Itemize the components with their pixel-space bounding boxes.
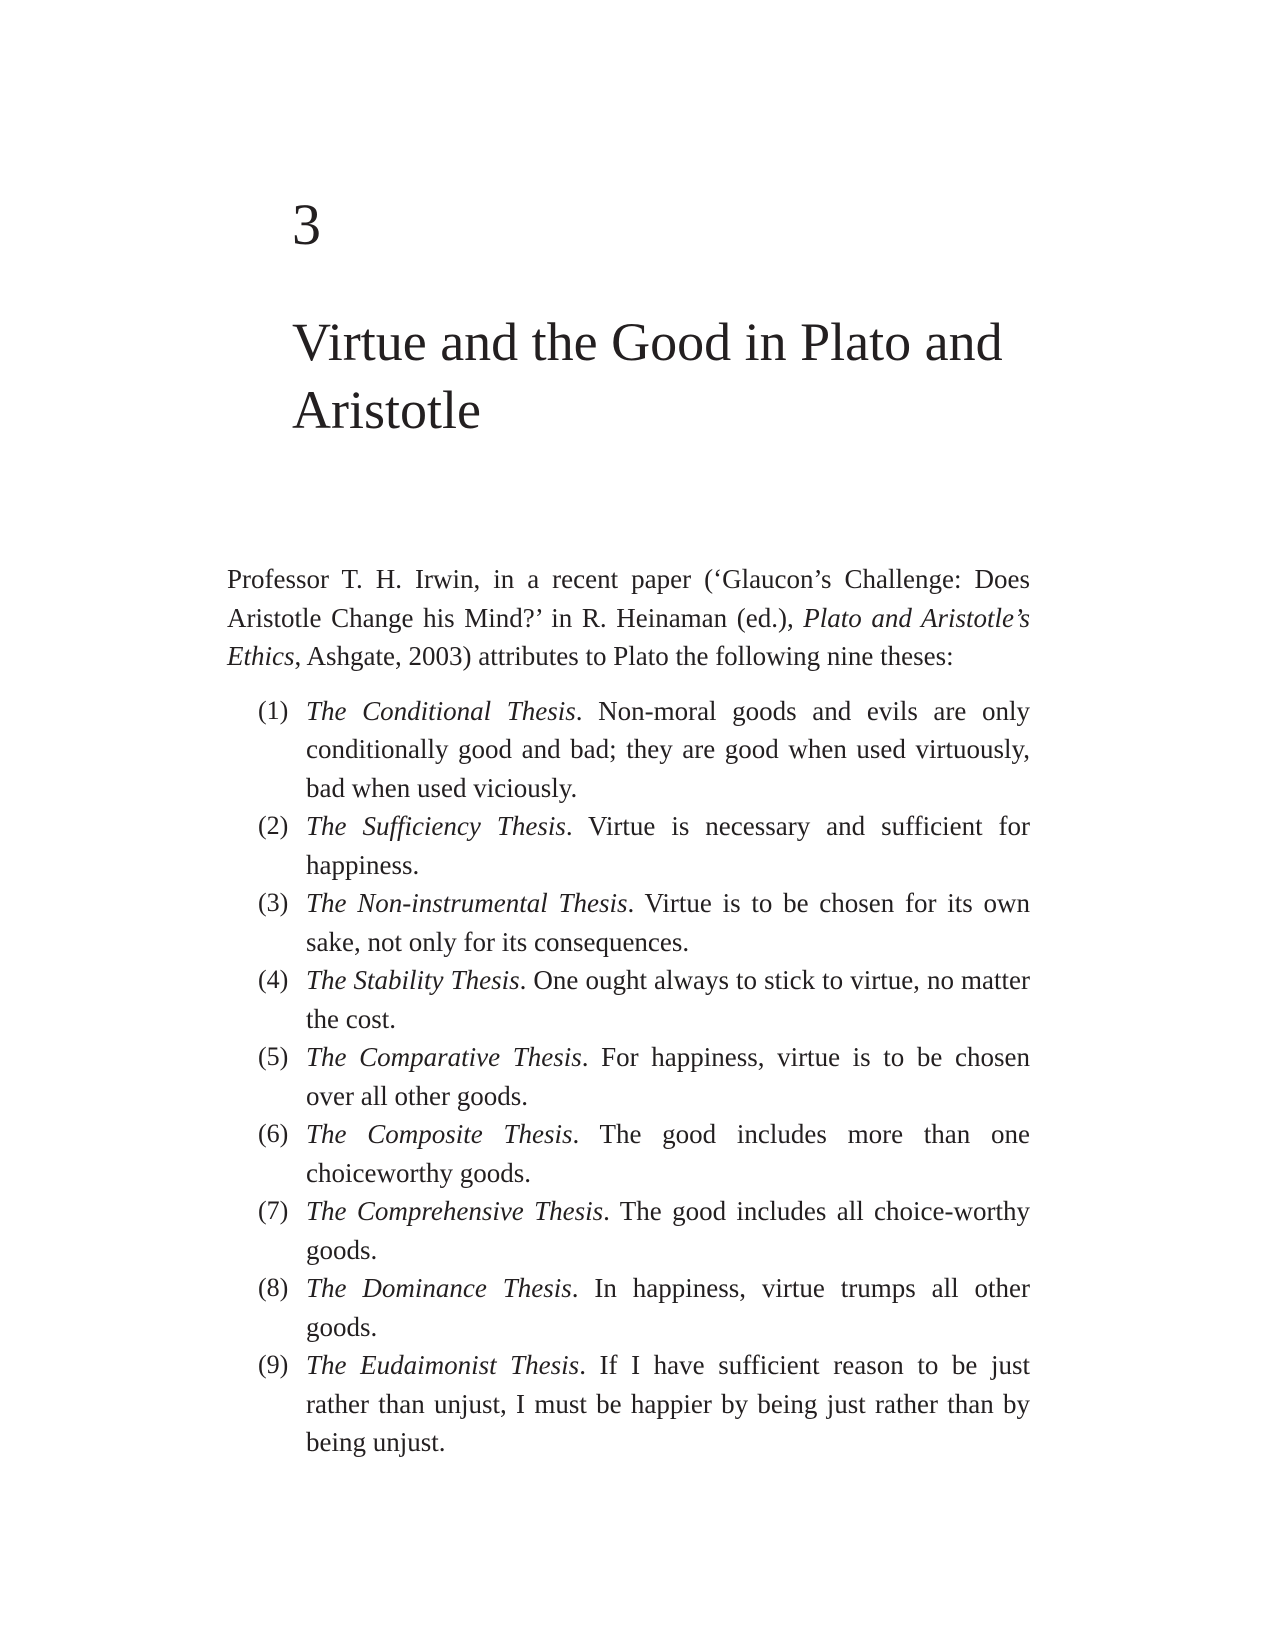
thesis-number: (6) (258, 1119, 289, 1148)
thesis-item (227, 692, 1030, 808)
thesis-number: (8) (258, 1273, 289, 1302)
thesis-item (227, 1269, 1030, 1346)
thesis-name: The Conditional Thesis (306, 695, 576, 726)
thesis-text: . In happiness, virtue trumps all other goods. (306, 1273, 1031, 1342)
thesis-number: (1) (258, 695, 289, 725)
thesis-number: (5) (258, 1042, 289, 1071)
thesis-number: (9) (258, 1350, 289, 1379)
thesis-item (227, 1115, 1030, 1192)
thesis-text: . Virtue is necessary and sufficient for happiness. (306, 811, 1030, 880)
thesis-number: (7) (258, 1196, 289, 1225)
thesis-text: . Virtue is to be chosen for its own sake, not only for its consequences. (306, 888, 1030, 957)
chapter-number: 3 (292, 192, 321, 257)
thesis-name: The Eudaimonist Thesis (306, 1350, 580, 1380)
thesis-text: . The good includes all choice-worthy goods. (306, 1196, 1030, 1265)
thesis-text: . One ought always to stick to virtue, no matter the cost. (306, 965, 1030, 1034)
intro-text-after: , Ashgate, 2003) attributes to Plato the following nine theses: (294, 641, 954, 671)
chapter-body (227, 560, 1030, 1462)
thesis-text: . The good includes more than one choiceworthy goods. (306, 1119, 1030, 1188)
thesis-name: The Non-instrumental Thesis (306, 888, 628, 918)
thesis-number: (3) (258, 888, 289, 917)
thesis-text: . Non-moral goods and evils are only conditionally good and bad; they are good when used virtuously, bad when used viciously. (306, 695, 1030, 803)
thesis-name: The Stability Thesis (306, 965, 520, 995)
thesis-item (227, 1192, 1030, 1269)
intro-book-title: Plato and Aristotle’s Ethics (227, 602, 1030, 671)
thesis-item (227, 807, 1030, 884)
intro-text-before: Professor T. H. Irwin, in a recent paper (‘Glaucon’s Challenge: Does Aristotle Change his Mind?’ in R. Heinaman (ed.), (227, 564, 1030, 633)
thesis-name: The Dominance Thesis (306, 1273, 572, 1303)
thesis-text: . If I have sufficient reason to be just rather than unjust, I must be happier by being just rather than by being unjust. (306, 1350, 1030, 1457)
thesis-number: (4) (258, 965, 289, 994)
thesis-name: The Composite Thesis (306, 1119, 573, 1149)
thesis-item (227, 884, 1030, 961)
chapter-title: Virtue and the Good in Plato and Aristotle (292, 312, 1003, 440)
thesis-name: The Comparative Thesis (306, 1042, 582, 1072)
thesis-name: The Comprehensive Thesis (306, 1196, 604, 1226)
intro-paragraph (227, 560, 1030, 676)
thesis-item (227, 961, 1030, 1038)
thesis-item (227, 1038, 1030, 1115)
thesis-number: (2) (258, 811, 289, 840)
thesis-name: The Sufficiency Thesis (306, 811, 566, 841)
theses-list (227, 692, 1030, 1462)
thesis-item (227, 1346, 1030, 1462)
thesis-text: . For happiness, virtue is to be chosen over all other goods. (306, 1042, 1030, 1111)
